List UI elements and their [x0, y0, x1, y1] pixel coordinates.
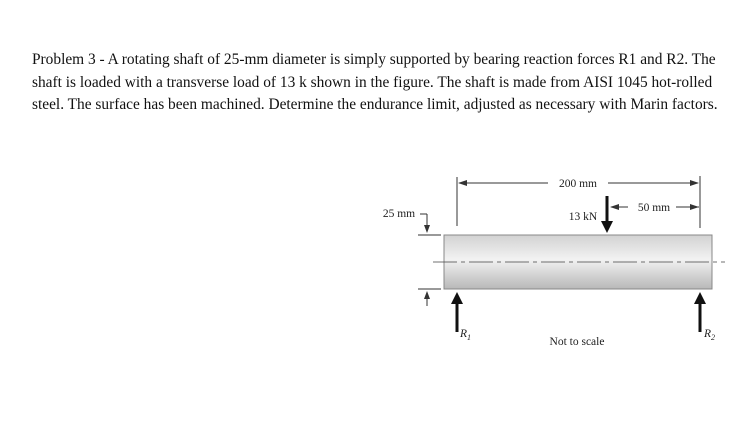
- left-reaction-label: $R_1$: [460, 328, 472, 342]
- load-offset-label: 50 mm: [637, 202, 671, 214]
- diameter-label: 25 mm: [382, 208, 416, 220]
- scale-note: Not to scale: [549, 336, 605, 348]
- reaction-arrow-icon: [694, 292, 706, 304]
- load-label: 13 kN: [568, 211, 598, 223]
- applied-load: [569, 196, 613, 233]
- right-reaction-label: $R_2$: [704, 328, 716, 342]
- reaction-arrow-icon: [451, 292, 463, 304]
- problem-statement: Problem 3 - A rotating shaft of 25-mm diameter is simply supported by bearing reaction forces R1 and R2. The shaft is loaded with a transverse load of 13 k shown in the figure. The shaft is made from AISI 1045 hot-rolled steel. The surface has been machined. Determine the endurance limit, adjusted as necessary with Marin factors.: [32, 51, 718, 113]
- load-arrow-icon: [601, 221, 613, 233]
- span-label: 200 mm: [558, 178, 598, 190]
- load-offset-dimension: [610, 202, 699, 214]
- right-reaction: [694, 292, 715, 342]
- diameter-dimension: [383, 208, 441, 306]
- left-reaction: [451, 292, 471, 342]
